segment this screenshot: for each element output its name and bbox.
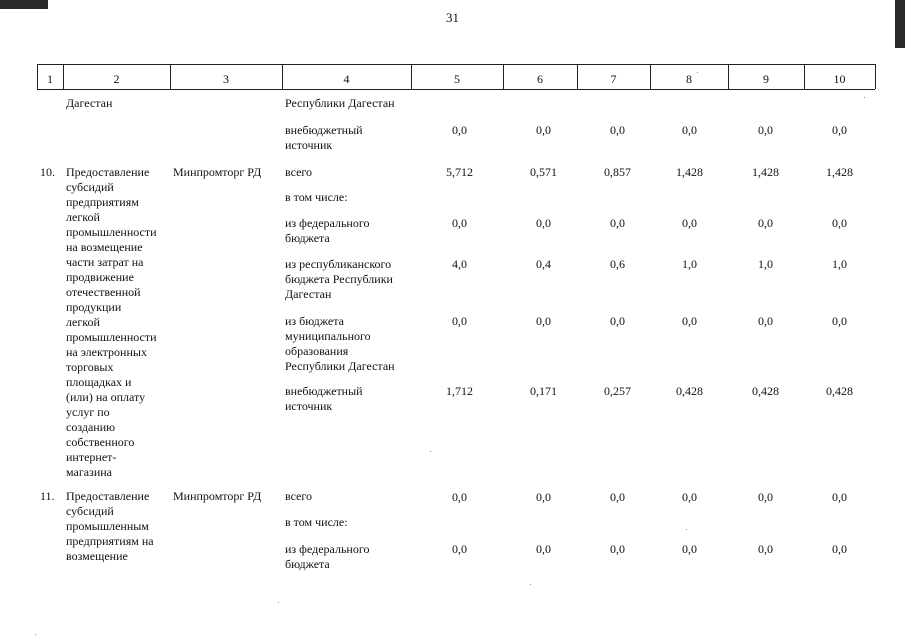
- value-cell: 0,257: [604, 384, 631, 398]
- column-number: 5: [454, 72, 460, 86]
- value-cell: 0,0: [832, 314, 847, 328]
- name-line: интернет-: [66, 450, 117, 464]
- value-cell: 0,0: [536, 314, 551, 328]
- name-line: предприятиям: [66, 195, 139, 209]
- name-line: продукции: [66, 300, 122, 314]
- scan-corner-left: [0, 0, 48, 9]
- name-line: части затрат на: [66, 255, 144, 269]
- name-line: площадках и: [66, 375, 132, 389]
- source-label: в том числе:: [285, 190, 348, 204]
- source-label: в том числе:: [285, 515, 348, 529]
- name-line: Предоставление: [66, 489, 150, 503]
- value-cell: 0,0: [610, 490, 625, 504]
- value-cell: 1,428: [826, 165, 853, 179]
- table-header-top-line: [37, 64, 875, 65]
- scan-speck: [430, 451, 431, 452]
- source-label: муниципального: [285, 329, 371, 343]
- column-number: 8: [686, 72, 692, 86]
- name-line: промышленности: [66, 225, 157, 239]
- value-cell: 0,0: [682, 542, 697, 556]
- executor: Минпромторг РД: [173, 165, 262, 179]
- executor: Минпромторг РД: [173, 489, 262, 503]
- page-number: 31: [446, 10, 459, 25]
- column-number: 3: [223, 72, 229, 86]
- source-label: всего: [285, 489, 313, 503]
- scan-speck: [697, 72, 698, 73]
- name-line: магазина: [66, 465, 112, 479]
- source-label: из федерального: [285, 542, 370, 556]
- table-header-bottom-line: [37, 89, 875, 90]
- value-cell: 1,0: [758, 257, 773, 271]
- scan-speck: [35, 634, 36, 635]
- value-cell: 5,712: [446, 165, 473, 179]
- value-cell: 0,0: [452, 490, 467, 504]
- col-divider: [875, 64, 876, 89]
- value-cell: 0,0: [610, 542, 625, 556]
- value-cell: 0,0: [758, 490, 773, 504]
- value-cell: 0,0: [682, 490, 697, 504]
- source-label: бюджета: [285, 557, 330, 571]
- source-label: из республиканского: [285, 257, 392, 271]
- name-line: торговых: [66, 360, 114, 374]
- value-cell: 0,0: [536, 216, 551, 230]
- scan-speck: [278, 602, 279, 603]
- value-cell: 0,0: [832, 216, 847, 230]
- value-cell: 0,0: [832, 490, 847, 504]
- column-number: 6: [537, 72, 543, 86]
- value-cell: 0,0: [452, 314, 467, 328]
- value-cell: 0,0: [610, 216, 625, 230]
- value-cell: 0,0: [758, 216, 773, 230]
- name-line: легкой: [66, 210, 100, 224]
- value-cell: 0,0: [452, 123, 467, 137]
- column-number: 1: [47, 72, 53, 86]
- value-cell: 0,0: [536, 490, 551, 504]
- name-line: возмещение: [66, 549, 128, 563]
- value-cell: 1,428: [676, 165, 703, 179]
- value-cell: 0,428: [752, 384, 779, 398]
- value-cell: 1,0: [682, 257, 697, 271]
- value-cell: 0,0: [610, 123, 625, 137]
- scan-speck: [686, 529, 687, 530]
- value-cell: 0,0: [452, 216, 467, 230]
- name-line: на электронных: [66, 345, 147, 359]
- source-label: Дагестан: [285, 287, 332, 301]
- value-cell: 0,0: [682, 314, 697, 328]
- source-label: из бюджета: [285, 314, 344, 328]
- value-cell: 0,0: [536, 123, 551, 137]
- source-label: Республики Дагестан: [285, 359, 395, 373]
- value-cell: 0,0: [682, 216, 697, 230]
- name-line: Предоставление: [66, 165, 150, 179]
- value-cell: 0,6: [610, 257, 625, 271]
- scan-speck: [530, 584, 531, 585]
- name-line: созданию: [66, 420, 116, 434]
- value-cell: 0,0: [832, 542, 847, 556]
- source-label: внебюджетный: [285, 384, 363, 398]
- name-line: субсидий: [66, 180, 114, 194]
- row-number: 10.: [40, 165, 55, 179]
- name-line: легкой: [66, 315, 100, 329]
- value-cell: 1,712: [446, 384, 473, 398]
- value-cell: 1,0: [832, 257, 847, 271]
- value-cell: 0,0: [452, 542, 467, 556]
- column-number: 9: [763, 72, 769, 86]
- name-line: субсидий: [66, 504, 114, 518]
- name-line: продвижение: [66, 270, 134, 284]
- name-line: собственного: [66, 435, 135, 449]
- value-cell: 0,0: [536, 542, 551, 556]
- value-cell: 0,0: [758, 123, 773, 137]
- value-cell: 0,428: [676, 384, 703, 398]
- value-cell: 0,428: [826, 384, 853, 398]
- scan-speck: [864, 97, 865, 98]
- value-cell: 0,857: [604, 165, 631, 179]
- source-label: внебюджетный: [285, 123, 363, 137]
- name-line: (или) на оплату: [66, 390, 146, 404]
- name-line: промышленности: [66, 330, 157, 344]
- column-number: 10: [833, 72, 846, 86]
- value-cell: 0,571: [530, 165, 557, 179]
- source-label: бюджета Республики: [285, 272, 393, 286]
- column-number: 4: [343, 72, 350, 86]
- value-cell: 0,0: [832, 123, 847, 137]
- value-cell: 0,4: [536, 257, 551, 271]
- source-label: источник: [285, 138, 333, 152]
- continuation-source: Республики Дагестан: [285, 96, 395, 110]
- name-line: отечественной: [66, 285, 141, 299]
- value-cell: 0,0: [758, 314, 773, 328]
- source-label: образования: [285, 344, 349, 358]
- value-cell: 4,0: [452, 257, 467, 271]
- value-cell: 0,0: [682, 123, 697, 137]
- name-line: промышленным: [66, 519, 149, 533]
- value-cell: 0,171: [530, 384, 557, 398]
- source-label: из федерального: [285, 216, 370, 230]
- name-line: на возмещение: [66, 240, 143, 254]
- value-cell: 0,0: [610, 314, 625, 328]
- source-label: всего: [285, 165, 313, 179]
- value-cell: 0,0: [758, 542, 773, 556]
- continuation-name: Дагестан: [66, 96, 113, 110]
- column-number: 2: [113, 72, 120, 86]
- name-line: услуг по: [66, 405, 110, 419]
- name-line: предприятиям на: [66, 534, 154, 548]
- source-label: бюджета: [285, 231, 330, 245]
- source-label: источник: [285, 399, 333, 413]
- value-cell: 1,428: [752, 165, 779, 179]
- row-number: 11.: [40, 489, 55, 503]
- column-number: 7: [610, 72, 617, 86]
